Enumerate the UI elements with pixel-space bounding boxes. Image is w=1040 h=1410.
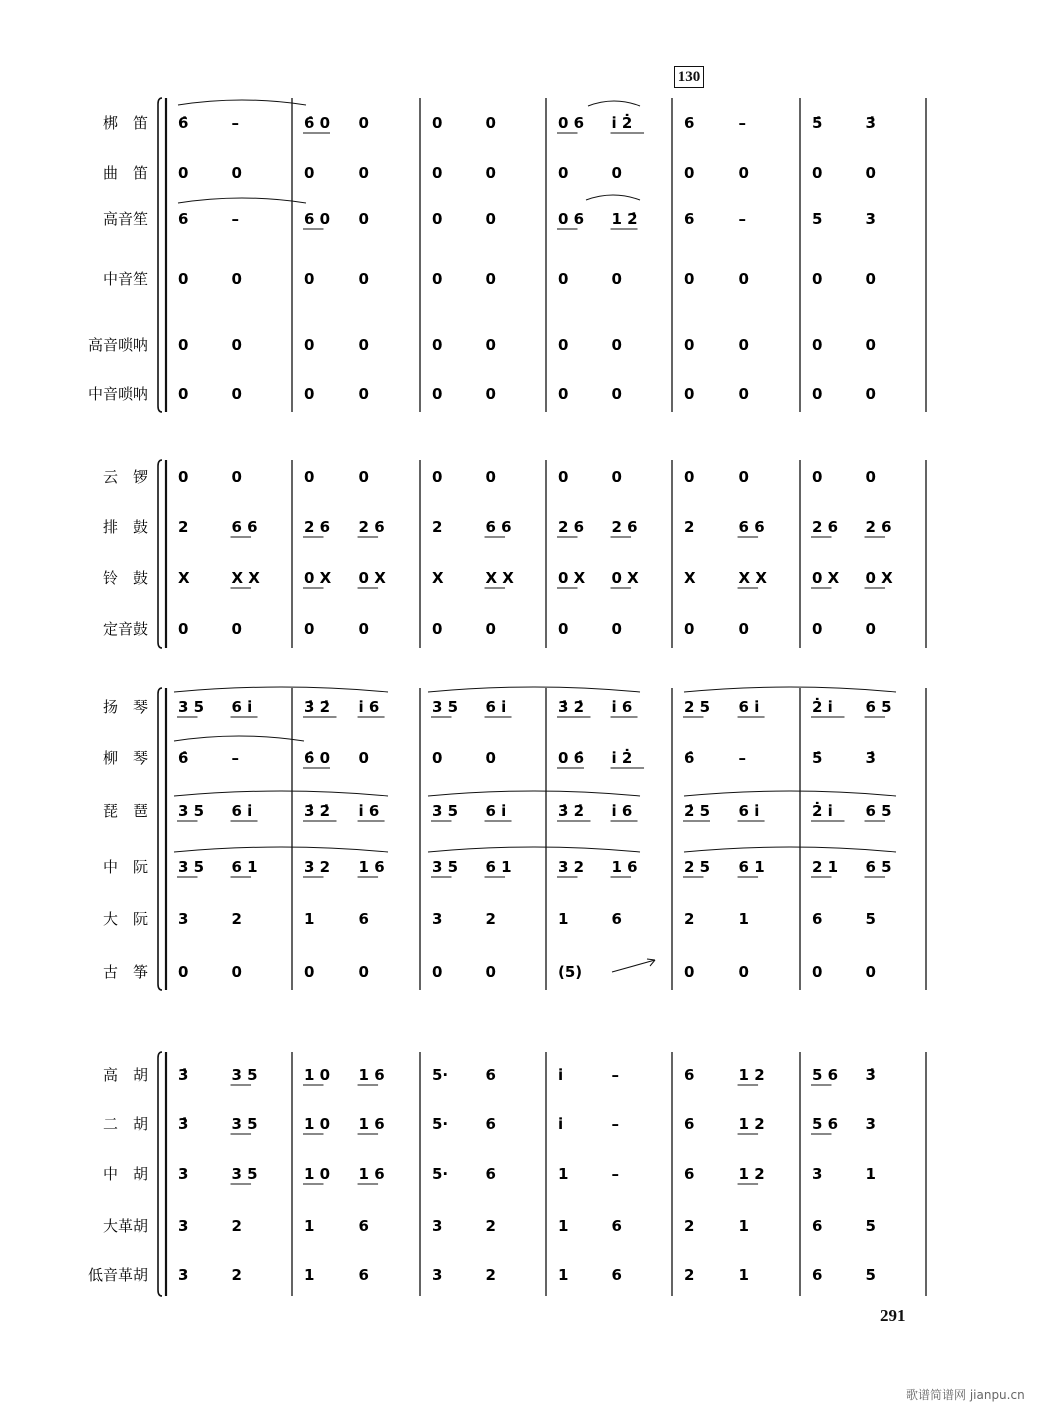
beat-notation: 6̇ [684, 749, 695, 767]
beat-notation: 0 [304, 963, 315, 981]
beat-notation: 2 [231, 910, 242, 928]
beat-notation: 0 [358, 164, 369, 182]
beat-notation: 1 [738, 1266, 749, 1284]
beat-notation: 0 [684, 270, 695, 288]
beat-notation: 0 [558, 620, 569, 638]
slur-curve [428, 687, 640, 692]
beat-notation: 0 [304, 620, 315, 638]
beat-notation: 3 5 [178, 802, 205, 820]
beat-notation: 5 6 [812, 1066, 839, 1084]
beat-notation: 2 6 [812, 518, 839, 536]
beat-notation: 2 [485, 1266, 496, 1284]
beat-notation: 0 [358, 270, 369, 288]
beat-notation: 0 [812, 963, 823, 981]
beat-notation: 6 0 [304, 210, 331, 228]
beat-notation: 0 [485, 114, 496, 132]
beat-notation: 0 [738, 963, 749, 981]
instrument-label: 中 阮 [102, 858, 148, 876]
beat-notation: 0 [178, 468, 189, 486]
beat-notation: 6 6 [231, 518, 258, 536]
beat-notation: 3 [178, 1266, 189, 1284]
beat-notation: i̇ [558, 1066, 564, 1084]
beat-notation: 0 X [611, 569, 639, 587]
beat-notation: 6 5 [865, 858, 892, 876]
beat-notation: 2 [178, 518, 189, 536]
beat-notation: 0 [558, 164, 569, 182]
beat-notation: 0 [432, 468, 443, 486]
beat-notation: 0 [432, 620, 443, 638]
beat-notation: 6 [485, 1115, 496, 1133]
beat-notation: 0 [231, 270, 242, 288]
beat-notation: 0 X [558, 569, 586, 587]
system-bracket [158, 98, 162, 412]
beat-notation: i̇ 2̇ [611, 114, 633, 132]
beat-notation: 0 [684, 468, 695, 486]
beat-notation: 0 [738, 620, 749, 638]
instrument-label: 大 阮 [102, 910, 148, 928]
arrow-line [612, 960, 655, 972]
beat-notation: 3̇ 2̇ [558, 802, 585, 820]
beat-notation: 1 0 [304, 1066, 331, 1084]
beat-notation: 2 6 [558, 518, 585, 536]
slur-curve [428, 847, 640, 852]
beat-notation: 0 [865, 270, 876, 288]
beat-notation: 0 [812, 164, 823, 182]
instrument-label: 高音笙 [102, 210, 148, 228]
beat-notation: 6̇ 0 [304, 749, 331, 767]
beat-notation: 3 [812, 1165, 823, 1183]
beat-notation: 0 [611, 468, 622, 486]
beat-notation: 1 6 [358, 1115, 385, 1133]
arrow-head [647, 959, 655, 966]
beat-notation: 0 [432, 749, 443, 767]
beat-notation: 5̇ [812, 749, 823, 767]
beat-notation: 0 [611, 336, 622, 354]
beat-notation: 3 [178, 910, 189, 928]
beat-notation: 3 [432, 910, 443, 928]
beat-notation: 6 1 [485, 858, 512, 876]
beat-notation: 3 [178, 1217, 189, 1235]
beat-notation: 6 i̇ [738, 698, 760, 716]
beat-notation: 0 [178, 336, 189, 354]
beat-notation: 6 5 [865, 698, 892, 716]
beat-notation: 0 [231, 468, 242, 486]
system-plucked [103, 688, 926, 990]
beat-notation: 6 [485, 1165, 496, 1183]
instrument-label: 定音鼓 [102, 620, 148, 638]
beat-notation: X [432, 569, 444, 587]
beat-notation: 0 [358, 749, 369, 767]
beat-notation: 3 [865, 1115, 876, 1133]
beat-notation: 0 [738, 468, 749, 486]
watermark-text: 歌谱简谱网 jianpu.cn [906, 1388, 1025, 1402]
beat-notation: – [611, 1165, 620, 1183]
beat-notation: 0 [432, 164, 443, 182]
beat-notation: 2 [684, 1217, 695, 1235]
beat-notation: i̇ 6 [358, 802, 380, 820]
beat-notation: 5 [812, 210, 823, 228]
beat-notation: 0 [358, 963, 369, 981]
beat-notation: 2̇ i̇ [812, 802, 833, 820]
beat-notation: X X [231, 569, 260, 587]
beat-notation: 2 6 [865, 518, 892, 536]
beat-notation: 3̇ [178, 1066, 189, 1084]
beat-notation: 0 [358, 385, 369, 403]
beat-notation: 3 [432, 1217, 443, 1235]
beat-notation: – [738, 114, 747, 132]
beat-notation: 0 [304, 164, 315, 182]
beat-notation: 1 6 [358, 1066, 385, 1084]
beat-notation: 2 [231, 1217, 242, 1235]
beat-notation: X X [485, 569, 514, 587]
beat-notation: 1 [558, 1217, 569, 1235]
beat-notation: 0 [432, 210, 443, 228]
beat-notation: 3 2 [304, 858, 331, 876]
beat-notation: 0 [865, 620, 876, 638]
beat-notation: X [684, 569, 696, 587]
beat-notation: 1 6 [611, 858, 638, 876]
beat-notation: 2 [684, 910, 695, 928]
beat-notation: 6 i̇ [231, 698, 253, 716]
slur-curve [684, 791, 896, 796]
beat-notation: 6 [684, 1165, 695, 1183]
beat-notation: 0 [178, 164, 189, 182]
slur-curve [174, 736, 304, 741]
instrument-label: 中 胡 [102, 1165, 148, 1183]
beat-notation: 0 [865, 164, 876, 182]
beat-notation: 0 [485, 210, 496, 228]
beat-notation: 6 5 [865, 802, 892, 820]
instrument-label: 高 胡 [102, 1066, 148, 1084]
beat-notation: 0 [558, 468, 569, 486]
beat-notation: 2 6 [611, 518, 638, 536]
beat-notation: 1 6 [358, 1165, 385, 1183]
slur-curve [586, 195, 640, 200]
beat-notation: 3 5 [231, 1066, 258, 1084]
beat-notation: 5 6 [812, 1115, 839, 1133]
beat-notation: 1 [558, 910, 569, 928]
beat-notation: 3 5 [178, 858, 205, 876]
beat-notation: 2 [485, 1217, 496, 1235]
beat-notation: 3̇ 2̇ [304, 698, 331, 716]
beat-notation: 0 [865, 963, 876, 981]
beat-notation: 6 [684, 210, 695, 228]
system-bracket [158, 688, 162, 990]
beat-notation: 6̇ [178, 114, 189, 132]
instrument-label: 中音笙 [102, 270, 148, 288]
beat-notation: 6 1 [738, 858, 765, 876]
beat-notation: 6 i̇ [231, 802, 253, 820]
beat-notation: – [231, 210, 240, 228]
system-winds [88, 98, 926, 412]
beat-notation: 0 [738, 385, 749, 403]
beat-notation: 3̇ [178, 1115, 189, 1133]
slur-curve [684, 847, 896, 852]
instrument-label: 云 锣 [102, 468, 148, 486]
rehearsal-mark: 130 [674, 66, 704, 88]
beat-notation: 3̇ 2̇ [558, 698, 585, 716]
beat-notation: 2 [432, 518, 443, 536]
beat-notation: 0 [812, 468, 823, 486]
beat-notation: 6 [178, 210, 189, 228]
beat-notation: 0 X [304, 569, 332, 587]
beat-notation: 2̇ i̇ [812, 698, 833, 716]
beat-notation: 6 [611, 910, 622, 928]
beat-notation: 0 [304, 336, 315, 354]
beat-notation: 0 [432, 963, 443, 981]
beat-notation: 0 6 [558, 210, 585, 228]
beat-notation: 0 [358, 114, 369, 132]
beat-notation: 0 [178, 963, 189, 981]
beat-notation: 6 i̇ [485, 802, 507, 820]
beat-notation: 0 [485, 620, 496, 638]
beat-notation: 0 X [812, 569, 840, 587]
beat-notation: 2 5 [684, 698, 711, 716]
beat-notation: 1 [304, 910, 315, 928]
beat-notation: 1 [304, 1217, 315, 1235]
beat-notation: 3 5 [432, 858, 459, 876]
beat-notation: 3 [432, 1266, 443, 1284]
beat-notation: 6 [812, 1217, 823, 1235]
instrument-label: 柳 琴 [102, 749, 148, 767]
beat-notation: 6 6 [485, 518, 512, 536]
beat-notation: 0 [178, 620, 189, 638]
beat-notation: 1 2 [738, 1165, 765, 1183]
instrument-label: 曲 笛 [102, 164, 148, 182]
slur-curve [178, 100, 306, 105]
beat-notation: 6 [485, 1066, 496, 1084]
beat-notation: 5 [865, 1266, 876, 1284]
beat-notation: 0 [485, 468, 496, 486]
beat-notation: 6 [812, 910, 823, 928]
beat-notation: 2 6 [358, 518, 385, 536]
instrument-label: 高音唢呐 [87, 336, 148, 354]
beat-notation: 0 [738, 270, 749, 288]
beat-notation: 0 [485, 336, 496, 354]
beat-notation: 0 [812, 385, 823, 403]
beat-notation: 1 2 [738, 1115, 765, 1133]
beat-notation: 5̇ [812, 114, 823, 132]
beat-notation: 0 [178, 385, 189, 403]
beat-notation: – [611, 1115, 620, 1133]
beat-notation: 0 [304, 385, 315, 403]
beat-notation: 3 5 [231, 1115, 258, 1133]
beat-notation: 0 6̇ [558, 749, 585, 767]
beat-notation: 3̇ [865, 749, 876, 767]
beat-notation: 0 6 [558, 114, 585, 132]
instrument-label: 中音唢呐 [87, 385, 148, 403]
beat-notation: 0 [611, 620, 622, 638]
slur-curve [588, 101, 640, 106]
beat-notation: 2 1 [812, 858, 839, 876]
beat-notation: 0 [738, 336, 749, 354]
beat-notation: 6̇ [178, 749, 189, 767]
beat-notation: 0 [611, 385, 622, 403]
beat-notation: 6 i̇ [738, 802, 760, 820]
beat-notation: 0 [231, 620, 242, 638]
beat-notation: 6 [358, 910, 369, 928]
beat-notation: i̇ 2̇ [611, 749, 633, 767]
beat-notation: 3 5 [432, 698, 459, 716]
beat-notation: 0 [684, 620, 695, 638]
beat-notation: 5· [432, 1165, 449, 1183]
system-bracket [158, 460, 162, 648]
instrument-label: 大革胡 [102, 1217, 148, 1235]
beat-notation: 0 [485, 749, 496, 767]
slur-curve [684, 687, 896, 692]
beat-notation: 0 [812, 620, 823, 638]
beat-notation: 2 [231, 1266, 242, 1284]
beat-notation: i̇ 6 [611, 698, 633, 716]
beat-notation: 5· [432, 1066, 449, 1084]
instrument-label: 古 筝 [102, 963, 148, 981]
beat-notation: 2 [684, 1266, 695, 1284]
beat-notation: 0 [231, 385, 242, 403]
beat-notation: 1 [304, 1266, 315, 1284]
beat-notation: 6 [684, 1115, 695, 1133]
beat-notation: 0 [304, 468, 315, 486]
beat-notation: X [178, 569, 190, 587]
beat-notation: 1 [558, 1266, 569, 1284]
beat-notation: 1 2̇ [611, 210, 638, 228]
beat-notation: i̇ 6 [358, 698, 380, 716]
beat-notation: 0 [432, 114, 443, 132]
beat-notation: 0 [358, 620, 369, 638]
instrument-label: 二 胡 [102, 1115, 148, 1133]
beat-notation: 6 [358, 1266, 369, 1284]
beat-notation: 6 6 [738, 518, 765, 536]
beat-notation: 0 [611, 164, 622, 182]
beat-notation: X X [738, 569, 767, 587]
beat-notation: 6 [684, 114, 695, 132]
beat-notation: 1 0 [304, 1115, 331, 1133]
beat-notation: 0 [684, 336, 695, 354]
beat-notation: 3 5 [432, 802, 459, 820]
beat-notation: 0 [432, 385, 443, 403]
beat-notation: 5 [865, 1217, 876, 1235]
beat-notation: 0 X [865, 569, 893, 587]
system-percussion [103, 460, 926, 648]
beat-notation: 3̇ 2̇ [304, 802, 331, 820]
beat-notation: 0 [231, 963, 242, 981]
slur-curve [428, 791, 640, 796]
beat-notation: – [738, 210, 747, 228]
beat-notation: 0 [684, 385, 695, 403]
beat-notation: 2̇ 5 [684, 802, 711, 820]
beat-notation: 0 [231, 164, 242, 182]
system-bracket [158, 1052, 162, 1296]
beat-notation: – [611, 1066, 620, 1084]
beat-notation: 0 [558, 385, 569, 403]
beat-notation: 3̇ [865, 114, 876, 132]
beat-notation: i̇ 6 [611, 802, 633, 820]
beat-notation: i̇ [558, 1115, 564, 1133]
beat-notation: 2 [684, 518, 695, 536]
beat-notation: 0 [738, 164, 749, 182]
beat-notation: 0 [684, 164, 695, 182]
slur-curve [174, 791, 388, 796]
beat-notation: 0 [485, 963, 496, 981]
beat-notation: 0 [485, 164, 496, 182]
beat-notation: 6 [611, 1266, 622, 1284]
beat-notation: – [231, 114, 240, 132]
beat-notation: 6 i̇ [485, 698, 507, 716]
beat-notation: 0 X [358, 569, 386, 587]
beat-notation: 1 [558, 1165, 569, 1183]
beat-notation: 0 [865, 336, 876, 354]
beat-notation: 0 [812, 336, 823, 354]
beat-notation: 6 [611, 1217, 622, 1235]
instrument-label: 铃 鼓 [102, 569, 148, 587]
beat-notation: 0 [358, 336, 369, 354]
beat-notation: 5· [432, 1115, 449, 1133]
beat-notation: 6 [684, 1066, 695, 1084]
beat-notation: – [231, 749, 240, 767]
instrument-label: 排 鼓 [102, 518, 148, 536]
beat-notation: 1 [738, 1217, 749, 1235]
beat-notation: 0 [558, 336, 569, 354]
beat-notation: (5) [558, 963, 583, 981]
beat-notation: 0 [178, 270, 189, 288]
beat-notation: 6 [812, 1266, 823, 1284]
beat-notation: 0 [684, 963, 695, 981]
beat-notation: 0 [432, 336, 443, 354]
beat-notation: 3 [178, 1165, 189, 1183]
beat-notation: 2 [485, 910, 496, 928]
beat-notation: 0 [865, 385, 876, 403]
beat-notation: 6 1 [231, 858, 258, 876]
instrument-label: 低音革胡 [87, 1266, 148, 1284]
beat-notation: 0 [358, 210, 369, 228]
slur-curve [178, 198, 306, 203]
beat-notation: 0 [558, 270, 569, 288]
beat-notation: 1 2 [738, 1066, 765, 1084]
beat-notation: 0 [611, 270, 622, 288]
beat-notation: 6 [358, 1217, 369, 1235]
beat-notation: 3 2 [558, 858, 585, 876]
beat-notation: 1 6 [358, 858, 385, 876]
beat-notation: 0 [865, 468, 876, 486]
page-number: 291 [880, 1306, 906, 1325]
beat-notation: – [738, 749, 747, 767]
beat-notation: 0 [231, 336, 242, 354]
beat-notation: 0 [485, 270, 496, 288]
instrument-label: 琵 琶 [102, 802, 148, 820]
beat-notation: 1 0 [304, 1165, 331, 1183]
slur-curve [174, 687, 388, 692]
beat-notation: 3̇ [865, 1066, 876, 1084]
instrument-label: 梆 笛 [102, 114, 148, 132]
beat-notation: 0 [304, 270, 315, 288]
beat-notation: 3 5 [231, 1165, 258, 1183]
beat-notation: 6̇ 0 [304, 114, 331, 132]
beat-notation: 1 [865, 1165, 876, 1183]
beat-notation: 3 [865, 210, 876, 228]
beat-notation: 1 [738, 910, 749, 928]
beat-notation: 2 6 [304, 518, 331, 536]
beat-notation: 0 [358, 468, 369, 486]
beat-notation: 0 [485, 385, 496, 403]
instrument-label: 扬 琴 [102, 698, 148, 716]
beat-notation: 5 [865, 910, 876, 928]
slur-curve [174, 847, 388, 852]
beat-notation: 2 5 [684, 858, 711, 876]
system-bowed [88, 1052, 926, 1296]
beat-notation: 0 [432, 270, 443, 288]
beat-notation: 3 5 [178, 698, 205, 716]
beat-notation: 0 [812, 270, 823, 288]
